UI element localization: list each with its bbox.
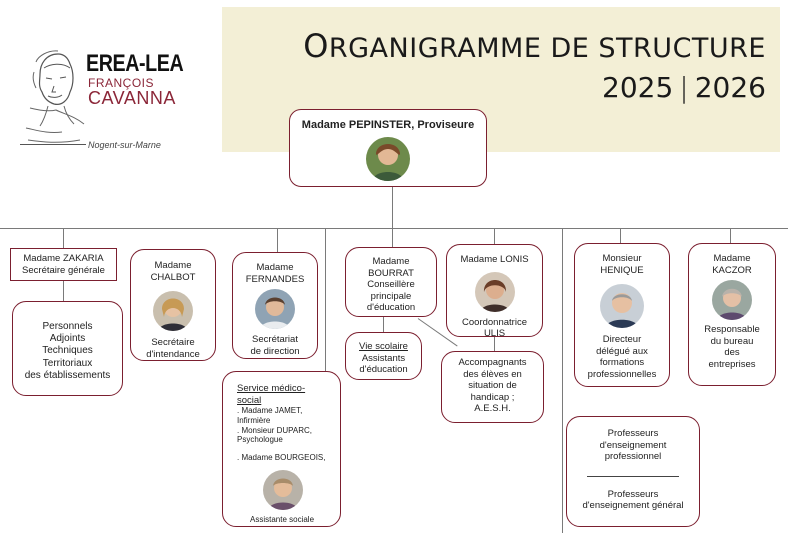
head-connector — [392, 187, 393, 228]
zakaria-card: Madame ZAKARIA Secrétaire générale — [10, 248, 117, 281]
connector-bourrat — [392, 228, 393, 247]
lonis-photo — [475, 272, 515, 312]
medico-social-card: Service médico- social . Madame JAMET, Infirmière . Monsieur DUPARC, Psychologue . Madame BOURGEOIS, Assistante sociale — [222, 371, 341, 527]
connector-personnels — [63, 281, 64, 301]
fernandes-photo — [255, 289, 295, 329]
logo-divider — [20, 144, 86, 145]
main-horizontal-connector — [0, 228, 788, 229]
proviseure-card: Madame PEPINSTER, Proviseure — [289, 109, 487, 187]
henique-card: Monsieur HENIQUE Directeur délégué aux formations professionnelles — [574, 243, 670, 387]
aesh-card: Accompagnants des élèves en situation de handicap ; A.E.S.H. — [441, 351, 544, 423]
fernandes-card: Madame FERNANDES Secrétariat de direction — [232, 252, 318, 359]
personnels-card: Personnels Adjoints Techniques Territoriaux des établissements — [12, 301, 123, 396]
connector-kaczor — [730, 228, 731, 243]
lonis-card: Madame LONIS Coordonnatrice ULIS — [446, 244, 543, 337]
bourrat-card: Madame BOURRAT Conseillère principale d'éducation — [345, 247, 437, 317]
bourgeois-photo — [263, 470, 303, 510]
connector-zakaria — [63, 228, 64, 248]
chalbot-card: Madame CHALBOT Secrétaire d'intendance — [130, 249, 216, 361]
school-logo: EREA-LEA FRANÇOIS CAVANNA Nogent-sur-Marne — [18, 48, 208, 152]
connector-medico — [325, 228, 326, 371]
connector-fernandes — [277, 228, 278, 252]
portrait-sketch-icon — [18, 48, 90, 152]
connector-lonis — [494, 228, 495, 244]
vie-scolaire-card: Vie scolaire Assistants d'éducation — [345, 332, 422, 380]
connector-henique — [620, 228, 621, 243]
chalbot-photo — [153, 291, 193, 331]
school-year: 2025 | 2026 — [602, 71, 766, 104]
kaczor-card: Madame KACZOR Responsable du bureau des entreprises — [688, 243, 776, 386]
connector-professeurs — [562, 228, 563, 533]
page-title: ORGANIGRAMME DE STRUCTURE — [303, 27, 766, 65]
kaczor-photo — [712, 280, 752, 320]
professeurs-divider — [587, 476, 679, 477]
professeurs-card: Professeurs d'enseignement professionnel Professeurs d'enseignement général — [566, 416, 700, 527]
proviseure-photo — [366, 137, 410, 181]
henique-photo — [600, 284, 644, 328]
connector-vie-scolaire — [383, 317, 384, 332]
